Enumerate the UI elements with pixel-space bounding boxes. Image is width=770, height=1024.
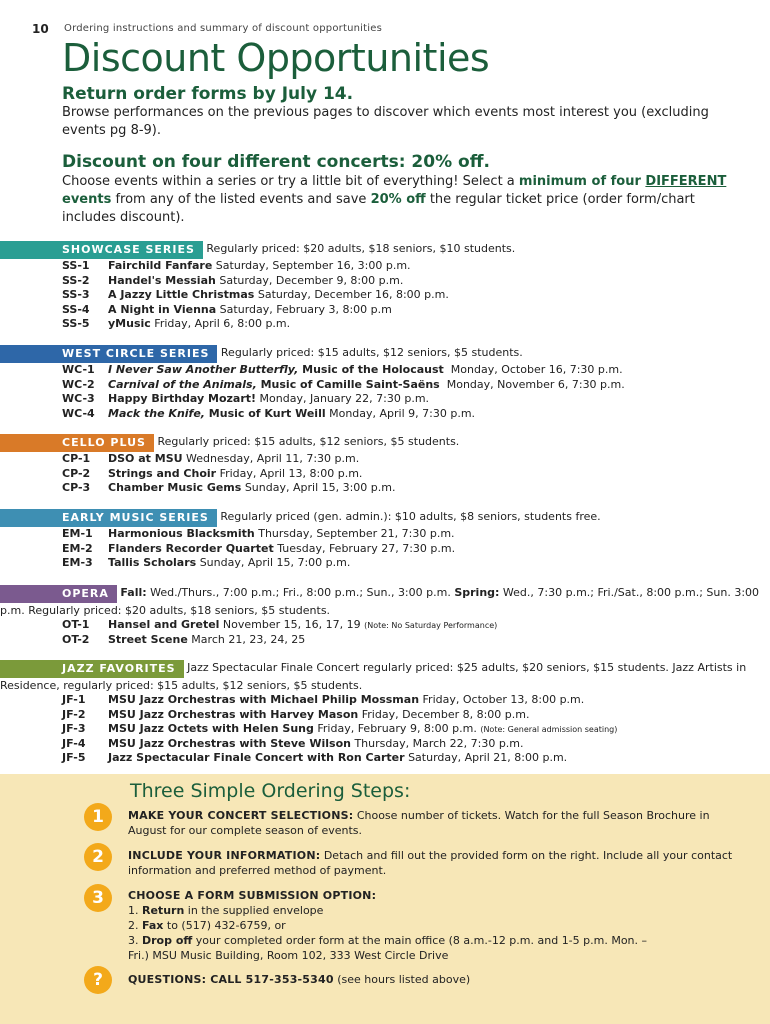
event-row — [0, 556, 770, 571]
step-3-text — [128, 888, 748, 963]
event-when: March 21, 23, 24, 25 — [187, 632, 306, 646]
event-code: JF-2 — [62, 707, 86, 721]
event-title: Hansel and Gretel — [108, 618, 220, 631]
event-title: Fairchild Fanfare — [108, 259, 213, 272]
event-row — [0, 708, 770, 723]
event-code: SS-5 — [62, 317, 90, 331]
option-3-bold: Drop off — [142, 934, 193, 947]
event-row — [0, 722, 770, 737]
event-row — [0, 378, 770, 393]
step-1-label: MAKE YOUR CONCERT SELECTIONS: — [128, 809, 354, 822]
discount-minimum: minimum of four — [518, 174, 646, 189]
event-row — [0, 751, 770, 766]
event-when: Tuesday, February 27, 7:30 p.m. — [273, 541, 456, 555]
discount-events: events — [62, 192, 112, 207]
event-code: JF-3 — [62, 722, 86, 736]
event-title: Jazz Spectacular Finale Concert with Ron Carter — [108, 751, 405, 765]
event-when: Friday, December 8, 8:00 p.m. — [358, 707, 530, 721]
early-music-tab: EARLY MUSIC SERIES — [0, 509, 217, 527]
return-text: Browse performances on the previous pages to discover which events most interest you (excluding events pg 8-9). — [62, 105, 709, 138]
event-row — [0, 288, 770, 303]
event-when: Sunday, April 15, 3:00 p.m. — [241, 481, 396, 495]
event-title: yMusic — [108, 317, 151, 331]
event-note: (Note: General admission seating) — [480, 725, 618, 735]
event-code: WC-2 — [62, 377, 95, 391]
event-when: Friday, April 13, 8:00 p.m. — [216, 466, 363, 480]
showcase-pricing: Regularly priced: $20 adults, $18 seniors, $10 students. — [206, 242, 516, 255]
event-row — [0, 452, 770, 467]
event-title: DSO at MSU — [108, 452, 183, 465]
discount-heading-bold: 20% off. — [411, 152, 490, 172]
event-title: MSU Jazz Octets with Helen Sung — [108, 722, 314, 736]
event-code: SS-2 — [62, 273, 90, 287]
page-title: Discount Opportunities — [62, 36, 490, 80]
opera-spring-text: Wed., 7:30 p.m.; Fri./Sat., 8:00 p.m.; Sun. 3:00 p.m. Regularly priced: $20 adults, $18 seniors, $5 students. — [0, 586, 760, 617]
event-row — [0, 363, 770, 378]
questions-badge: ? — [84, 966, 112, 994]
event-code: CP-1 — [62, 452, 91, 465]
event-when: Saturday, September 16, 3:00 p.m. — [212, 259, 411, 272]
event-code: SS-1 — [62, 259, 90, 272]
event-code: JF-1 — [62, 693, 86, 706]
showcase-tab: SHOWCASE SERIES — [0, 241, 203, 259]
event-row — [0, 407, 770, 422]
event-title: Strings and Choir — [108, 466, 217, 480]
opera-fall-label: Fall: — [120, 586, 147, 599]
event-when: Thursday, September 21, 7:30 p.m. — [254, 527, 455, 540]
discount-text — [62, 173, 742, 227]
step-2-text — [128, 848, 748, 878]
return-heading: Return order forms by July 14. — [62, 84, 354, 104]
event-title-italic: I Never Saw Another Butterfly, — [108, 363, 299, 376]
event-row — [0, 542, 770, 557]
event-title: Chamber Music Gems — [108, 481, 242, 495]
step-1-text — [128, 808, 748, 838]
option-1-bold: Return — [142, 904, 185, 917]
running-title: Ordering instructions and summary of discount opportunities — [64, 23, 382, 34]
event-row — [0, 467, 770, 482]
steps-title: Three Simple Ordering Steps: — [130, 780, 411, 802]
west-circle-section — [0, 345, 770, 421]
discount-text-3: the regular ticket price (order form/chart includes discount). — [62, 192, 695, 225]
event-when: Saturday, December 9, 8:00 p.m. — [215, 273, 404, 287]
west-circle-pricing: Regularly priced: $15 adults, $12 seniors, $5 students. — [220, 346, 523, 359]
discount-heading — [62, 152, 490, 172]
event-title: MSU Jazz Orchestras with Michael Philip Mossman — [108, 693, 420, 706]
option-1-number: 1. — [128, 904, 142, 917]
event-when: Saturday, December 16, 8:00 p.m. — [254, 288, 449, 302]
discount-text-1: Choose events within a series or try a little bit of everything! Select a — [62, 174, 519, 189]
event-row — [0, 693, 770, 708]
cello-section — [0, 434, 770, 496]
discount-text-2: from any of the listed events and save — [111, 192, 371, 207]
event-title: Street Scene — [108, 632, 188, 646]
event-when: Monday, April 9, 7:30 p.m. — [325, 406, 476, 420]
step-1-body: Choose number of tickets. Watch for the full Season Brochure in August for our complete season of events. — [128, 809, 710, 837]
step-2-body: Detach and fill out the provided form on the right. Include all your contact information and preferred method of payment. — [128, 849, 733, 877]
event-code: WC-4 — [62, 406, 95, 420]
event-title: A Night in Vienna — [108, 302, 217, 316]
early-music-section — [0, 509, 770, 571]
event-row — [0, 317, 770, 332]
event-row — [0, 259, 770, 274]
option-3-number: 3. — [128, 934, 142, 947]
event-when: Monday, November 6, 7:30 p.m. — [439, 377, 625, 391]
event-title: Tallis Scholars — [108, 556, 197, 570]
west-circle-tab: WEST CIRCLE SERIES — [0, 345, 217, 363]
event-when: Saturday, April 21, 8:00 p.m. — [404, 751, 568, 765]
step-1-badge: 1 — [84, 803, 112, 831]
event-when: Wednesday, April 11, 7:30 p.m. — [182, 452, 360, 465]
event-code: EM-1 — [62, 527, 93, 540]
event-when: Friday, April 6, 8:00 p.m. — [150, 317, 291, 331]
event-when: Friday, October 13, 8:00 p.m. — [419, 693, 585, 706]
event-code: JF-4 — [62, 736, 86, 750]
discount-heading-prefix: Discount on four different concerts: — [62, 152, 412, 172]
event-row — [0, 392, 770, 407]
event-row — [0, 527, 770, 542]
opera-tab: OPERA — [0, 585, 117, 603]
event-title: Music of Camille Saint-Saëns — [256, 377, 440, 391]
opera-section — [0, 585, 770, 647]
opera-fall-text: Wed./Thurs., 7:00 p.m.; Fri., 8:00 p.m.; Sun., 3:00 p.m. — [146, 586, 455, 599]
option-2-bold: Fax — [142, 919, 164, 932]
jazz-section — [0, 660, 770, 766]
event-when: Monday, January 22, 7:30 p.m. — [256, 392, 430, 406]
page-number: 10 — [32, 22, 49, 36]
questions-label: QUESTIONS: CALL 517-353-5340 — [128, 973, 334, 986]
event-title: Handel's Messiah — [108, 273, 216, 287]
step-2-badge: 2 — [84, 843, 112, 871]
event-when: Monday, October 16, 7:30 p.m. — [443, 363, 623, 376]
event-code: SS-4 — [62, 302, 90, 316]
event-code: SS-3 — [62, 288, 90, 302]
option-2-text: to (517) 432-6759, or — [163, 919, 286, 932]
showcase-section — [0, 241, 770, 332]
event-code: OT-2 — [62, 632, 90, 646]
event-when: Thursday, March 22, 7:30 p.m. — [350, 736, 524, 750]
event-title: MSU Jazz Orchestras with Steve Wilson — [108, 736, 351, 750]
event-note: (Note: No Saturday Performance) — [364, 621, 498, 630]
cello-pricing: Regularly priced: $15 adults, $12 seniors, $5 students. — [157, 435, 460, 448]
event-code: WC-3 — [62, 392, 95, 406]
opera-spring-label: Spring: — [454, 586, 500, 599]
event-title: Harmonious Blacksmith — [108, 527, 255, 540]
event-code: EM-2 — [62, 541, 93, 555]
event-title-italic: Mack the Knife, — [108, 406, 205, 420]
option-1-text: in the supplied envelope — [184, 904, 324, 917]
event-code: OT-1 — [62, 618, 90, 631]
event-code: CP-2 — [62, 466, 91, 480]
event-title: Music of the Holocaust — [298, 363, 444, 376]
event-row — [0, 737, 770, 752]
discount-different: DIFFERENT — [645, 174, 727, 189]
questions-body: (see hours listed above) — [333, 973, 471, 986]
event-title: Music of Kurt Weill — [204, 406, 326, 420]
option-2-number: 2. — [128, 919, 142, 932]
questions-text — [128, 972, 748, 987]
event-code: JF-5 — [62, 751, 86, 765]
event-title: MSU Jazz Orchestras with Harvey Mason — [108, 707, 359, 721]
option-3-text: your completed order form at the main office (8 a.m.-12 p.m. and 1-5 p.m. Mon. – Fri.) MSU Music Building, Room 102, 333 West Circle Drive — [128, 934, 648, 962]
event-when: Sunday, April 15, 7:00 p.m. — [196, 556, 351, 570]
step-2-label: INCLUDE YOUR INFORMATION: — [128, 849, 321, 862]
event-when: November 15, 16, 17, 19 — [219, 618, 365, 631]
event-row — [0, 618, 770, 633]
event-title: A Jazzy Little Christmas — [108, 288, 255, 302]
event-row — [0, 633, 770, 648]
event-when: Friday, February 9, 8:00 p.m. — [313, 722, 481, 736]
event-title: Flanders Recorder Quartet — [108, 541, 274, 555]
event-row — [0, 303, 770, 318]
event-when: Saturday, February 3, 8:00 p.m — [216, 302, 392, 316]
event-title-italic: Carnival of the Animals, — [108, 377, 257, 391]
step-3-badge: 3 — [84, 884, 112, 912]
event-code: WC-1 — [62, 363, 95, 376]
jazz-tab: JAZZ FAVORITES — [0, 660, 184, 678]
discount-percent: 20% off — [370, 192, 426, 207]
step-3-label: CHOOSE A FORM SUBMISSION OPTION: — [128, 889, 377, 902]
early-music-pricing: Regularly priced (gen. admin.): $10 adults, $8 seniors, students free. — [220, 510, 601, 523]
event-code: CP-3 — [62, 481, 91, 495]
event-row — [0, 274, 770, 289]
event-row — [0, 481, 770, 496]
event-title: Happy Birthday Mozart! — [108, 392, 257, 406]
jazz-pricing: Jazz Spectacular Finale Concert regularly priced: $25 adults, $20 seniors, $15 students. Jazz Artists in Residence, regularly priced: $15 adults, $12 seniors, $5 students. — [0, 661, 747, 692]
cello-tab: CELLO PLUS — [0, 434, 154, 452]
event-code: EM-3 — [62, 556, 93, 570]
